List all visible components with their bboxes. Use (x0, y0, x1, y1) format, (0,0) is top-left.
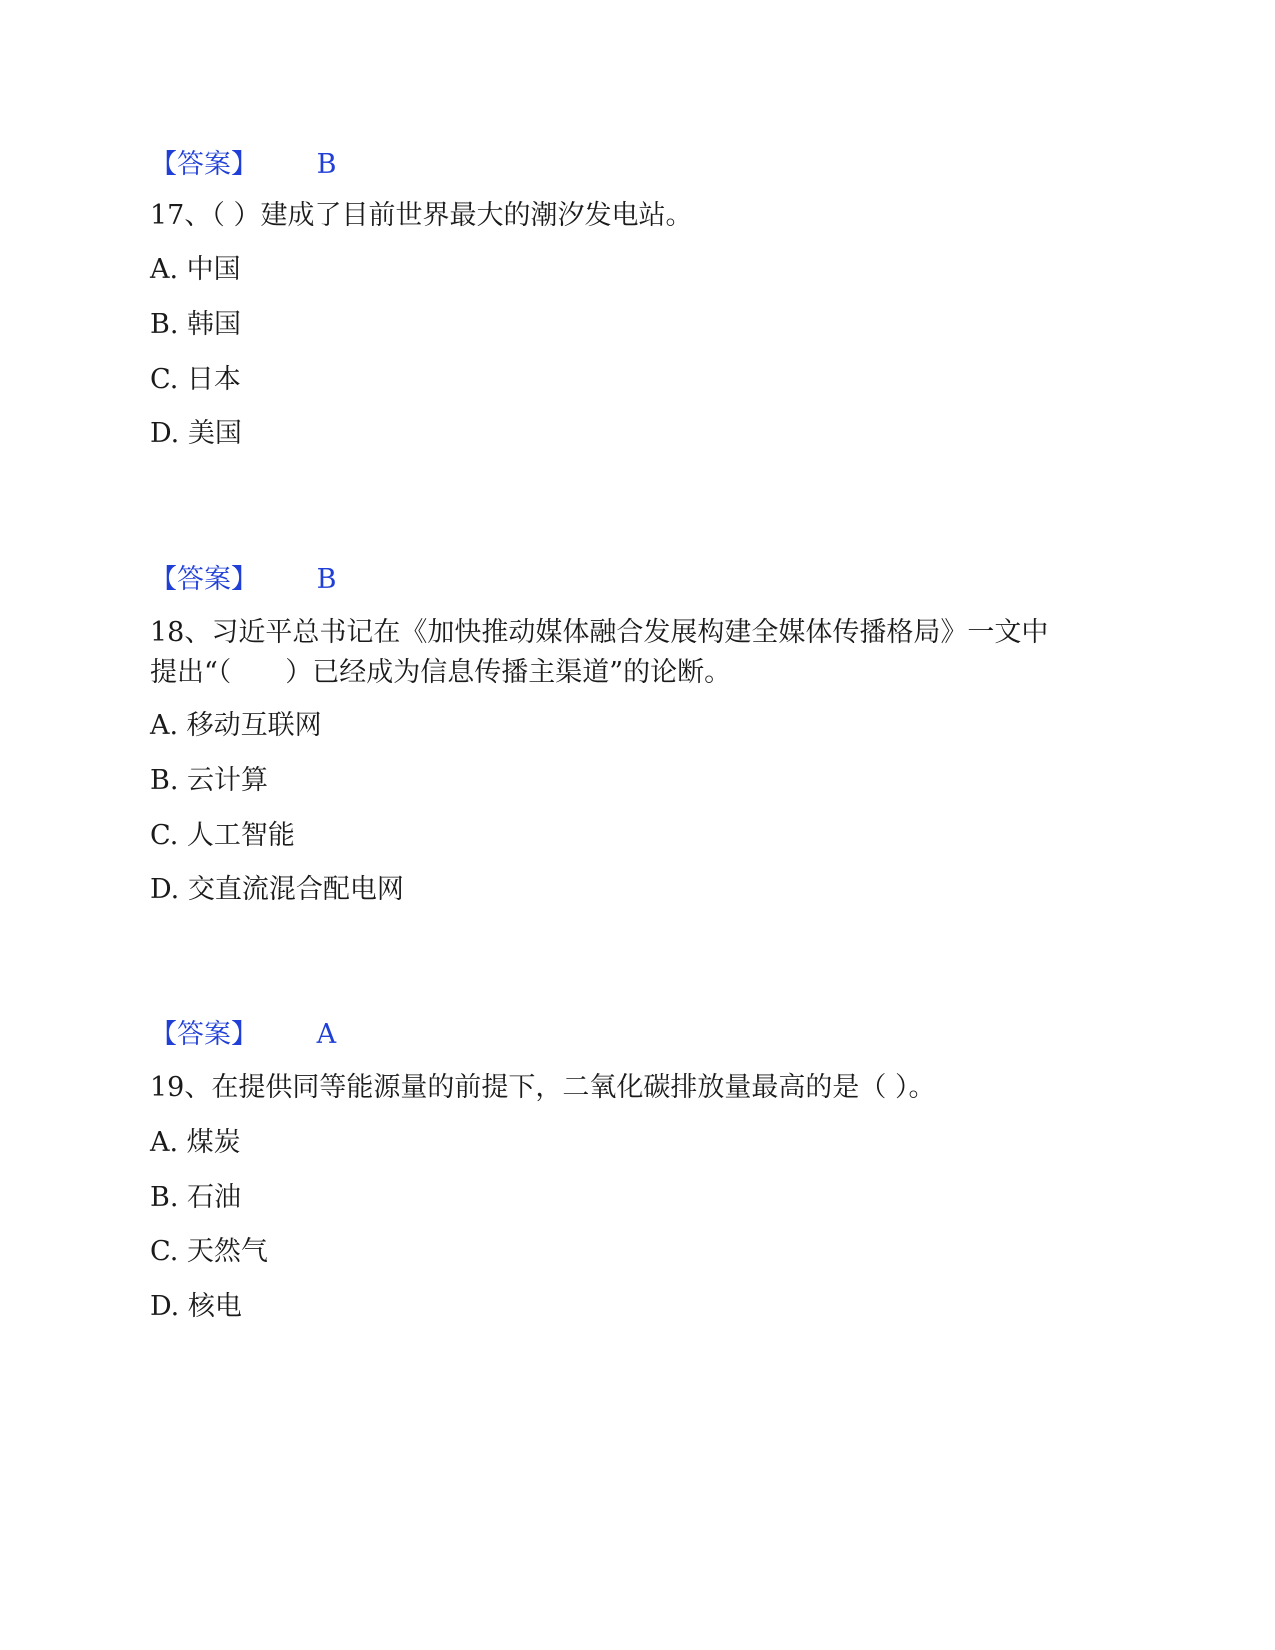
option-b-19: B. 石油 (150, 1182, 242, 1213)
option-c-18: C. 人工智能 (150, 820, 295, 851)
option-d-18: D. 交直流混合配电网 (150, 874, 404, 905)
answer-value: B (316, 149, 337, 180)
question-18-line-2: 提出“（ ）已经成为信息传播主渠道”的论断。 (150, 657, 732, 688)
option-a-18: A. 移动互联网 (150, 710, 322, 741)
question-19: 19、在提供同等能源量的前提下，二氧化碳排放量最高的是（ ）。 (150, 1072, 936, 1103)
question-18-line-1: 18、习近平总书记在《加快推动媒体融合发展构建全媒体传播格局》一文中 (150, 617, 1049, 648)
option-c-19: C. 天然气 (150, 1236, 268, 1267)
question-17: 17、（ ）建成了目前世界最大的潮汐发电站。 (150, 200, 693, 231)
option-c-17: C. 日本 (150, 364, 241, 395)
answer-line-18 (150, 1015, 336, 1055)
answer-value: B (316, 564, 337, 595)
option-b-18: B. 云计算 (150, 765, 269, 796)
answer-label: 【答案】 (150, 149, 258, 180)
answer-label: 【答案】 (150, 1019, 258, 1050)
answer-label: 【答案】 (150, 564, 258, 595)
answer-line-17 (150, 560, 336, 600)
option-d-19: D. 核电 (150, 1291, 242, 1322)
option-a-17: A. 中国 (150, 254, 241, 285)
option-b-17: B. 韩国 (150, 309, 242, 340)
answer-line-16 (150, 145, 336, 185)
option-d-17: D. 美国 (150, 418, 242, 449)
option-a-19: A. 煤炭 (150, 1127, 241, 1158)
answer-value: A (316, 1019, 337, 1050)
